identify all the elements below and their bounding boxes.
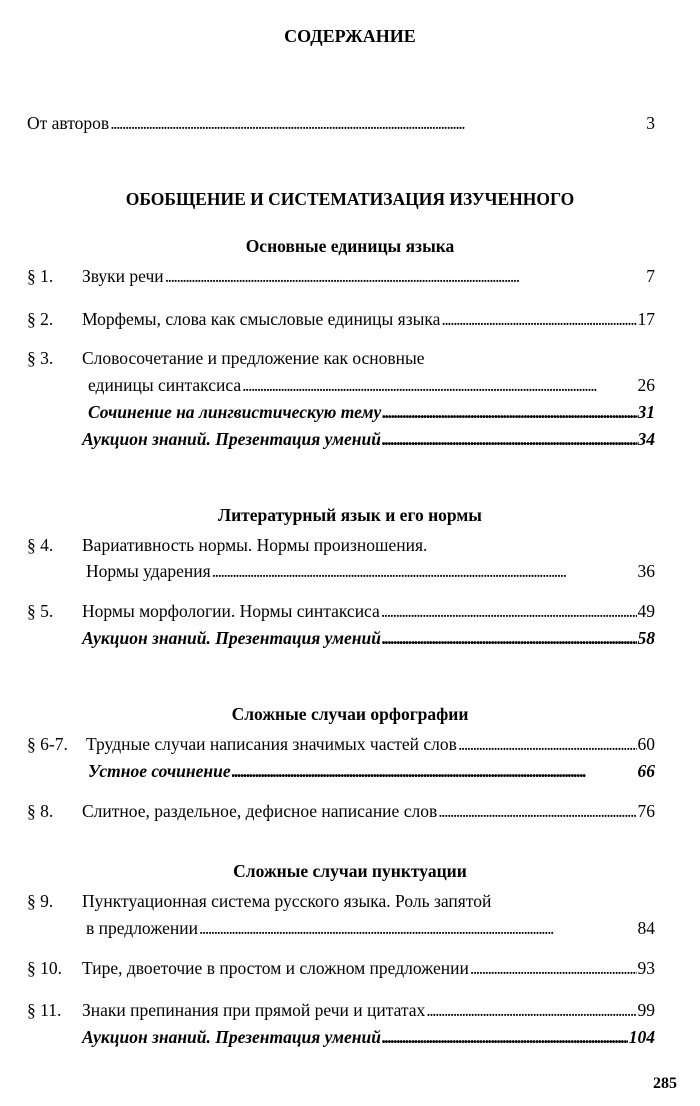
page-title: СОДЕРЖАНИЕ	[284, 26, 416, 46]
toc-entry-number: § 3.	[27, 348, 54, 368]
toc-entry[interactable]	[86, 561, 655, 582]
toc-entry-page: 66	[637, 761, 655, 781]
toc-entry[interactable]	[82, 266, 655, 287]
toc-entry-page: 36	[637, 561, 655, 581]
toc-entry-italic[interactable]	[82, 1027, 655, 1048]
toc-entry-number: § 4.	[27, 535, 54, 555]
toc-entry[interactable]	[88, 375, 655, 396]
section-heading: Сложные случаи орфографии	[231, 704, 469, 724]
toc-entry-label: Сочинение на лингвистическую тему	[88, 402, 382, 422]
toc-entry-label: Знаки препинания при прямой речи и цитатах	[82, 1000, 426, 1020]
toc-entry[interactable]	[82, 601, 655, 622]
toc-entry-number: § 1.	[27, 266, 54, 286]
page-number: 285	[653, 1075, 677, 1092]
toc-entry-page: 60	[637, 734, 655, 754]
toc-entry-label: Тире, двоеточие в простом и сложном предложении	[82, 958, 469, 978]
toc-entry-page: 31	[637, 402, 655, 422]
toc-entry-label: единицы синтаксиса	[88, 375, 242, 395]
toc-entry-label: Аукцион знаний. Презентация умений	[82, 628, 381, 648]
toc-entry[interactable]	[82, 958, 655, 979]
toc-entry-page: 34	[637, 429, 655, 449]
toc-entry-number: § 6-7.	[27, 734, 68, 754]
toc-entry-page: 99	[637, 1000, 655, 1020]
toc-entry-number: § 5.	[27, 601, 54, 621]
toc-entry-number: § 10.	[27, 958, 62, 978]
section-heading: Сложные случаи пунктуации	[233, 861, 467, 881]
toc-entry-label: Устное сочинение	[88, 761, 231, 781]
toc-entry-number: § 8.	[27, 801, 54, 821]
toc-entry-label: Нормы ударения	[86, 561, 211, 581]
toc-entry-label: Трудные случаи написания значимых частей слов	[86, 734, 457, 754]
toc-entry-label: Аукцион знаний. Презентация умений	[82, 1027, 381, 1047]
toc-entry-label: Вариативность нормы. Нормы произношения.	[82, 535, 428, 555]
toc-entry-number: § 11.	[27, 1000, 62, 1020]
toc-entry-label: Слитное, раздельное, дефисное написание слов	[82, 801, 438, 821]
toc-entry-label: Морфемы, слова как смысловые единицы языка	[82, 309, 441, 329]
toc-entry-label: Звуки речи	[82, 266, 164, 286]
toc-entry-italic[interactable]	[82, 429, 655, 450]
toc-entry-label: Нормы морфологии. Нормы синтаксиса	[82, 601, 380, 621]
toc-entry[interactable]	[86, 918, 655, 939]
toc-entry-page: 26	[637, 375, 655, 395]
toc-entry[interactable]	[82, 1000, 655, 1021]
toc-entry-page: 76	[637, 801, 655, 821]
toc-entry-page: 58	[637, 628, 655, 648]
toc-entry[interactable]	[82, 309, 655, 330]
toc-entry-label: в предложении	[86, 918, 198, 938]
section-heading: Литературный язык и его нормы	[218, 505, 482, 525]
toc-entry-italic[interactable]	[88, 761, 655, 782]
toc-entry-label: Аукцион знаний. Презентация умений	[82, 429, 381, 449]
toc-entry-intro[interactable]	[27, 113, 655, 134]
part-title: ОБОБЩЕНИЕ И СИСТЕМАТИЗАЦИЯ ИЗУЧЕННОГО	[125, 189, 575, 209]
toc-entry-page: 3	[646, 113, 655, 133]
toc-entry-italic[interactable]	[82, 628, 655, 649]
toc-entry-page: 7	[646, 266, 655, 286]
toc-entry-label: От авторов	[27, 113, 110, 133]
toc-entry-italic[interactable]	[88, 402, 655, 423]
toc-entry[interactable]	[86, 734, 655, 755]
toc-entry-page: 49	[637, 601, 655, 621]
toc-entry-page: 93	[637, 958, 655, 978]
toc-entry-page: 104	[628, 1027, 655, 1047]
toc-entry-number: § 9.	[27, 891, 54, 911]
section-heading: Основные единицы языка	[245, 236, 455, 256]
toc-entry-label: Пунктуационная система русского языка. Роль запятой	[82, 891, 492, 911]
toc-entry-number: § 2.	[27, 309, 54, 329]
toc-entry-page: 84	[637, 918, 655, 938]
toc-entry-label: Словосочетание и предложение как основные	[82, 348, 425, 368]
toc-entry-page: 17	[637, 309, 655, 329]
toc-entry[interactable]	[82, 801, 655, 822]
